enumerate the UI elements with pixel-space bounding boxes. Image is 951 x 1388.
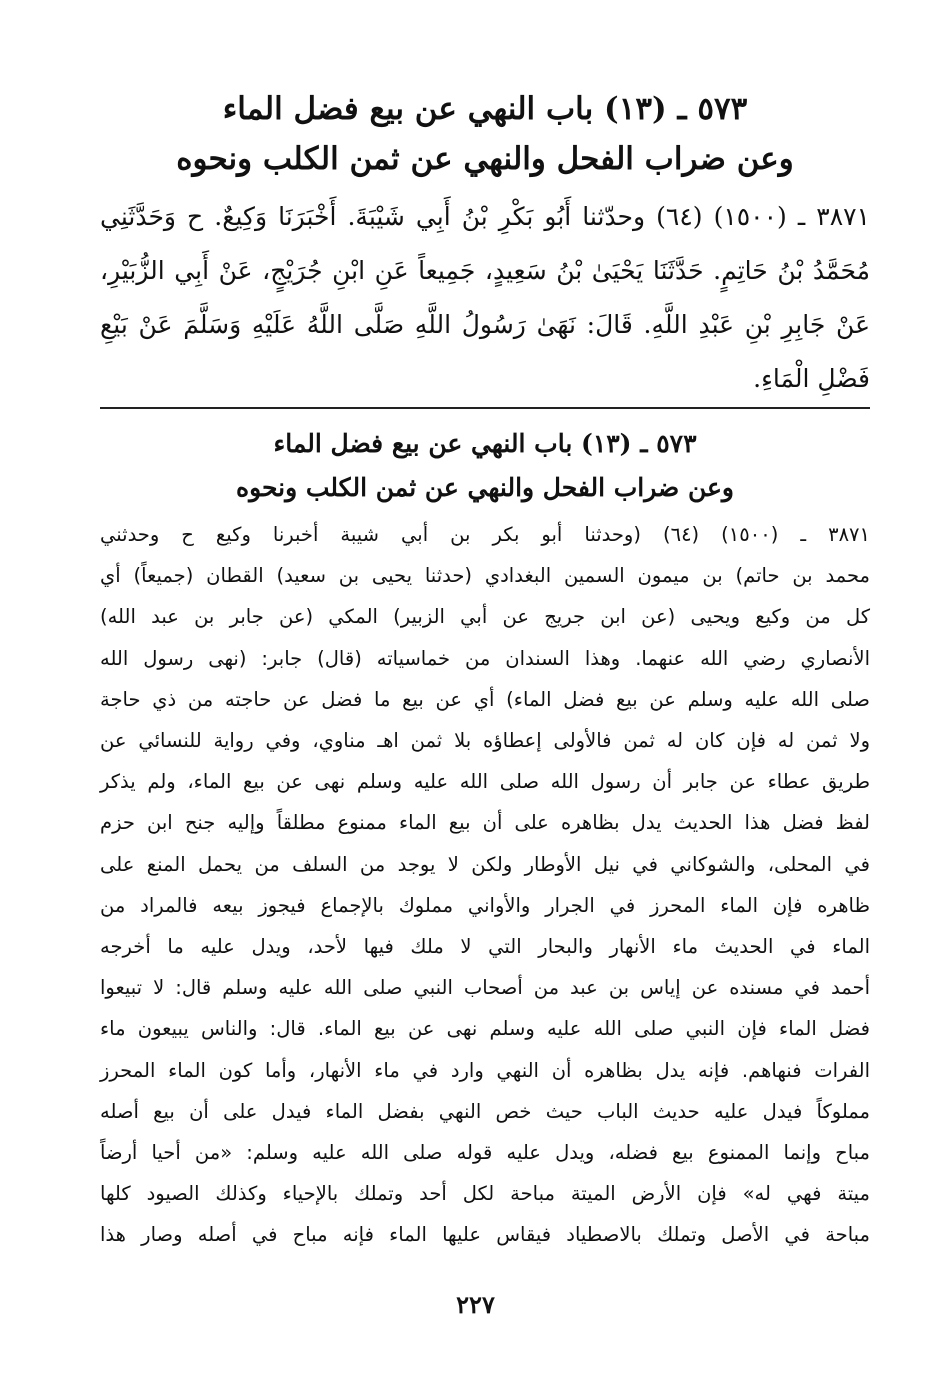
commentary-line: ٣٨٧١ ـ (١٥٠٠) (٦٤) (وحدثنا أبو بكر بن أبي شيبة أخبرنا وكيع ح وحدثني (100, 523, 870, 546)
commentary-line: ولا ثمن له فإن كان له ثمن فالأولى إعطاؤه بلا ثمن اهـ مناوي، وفي رواية للنسائي عن (100, 729, 870, 753)
commentary-line: الفرات فنهاهم. فإنه يدل بظاهره أن النهي وارد في ماء الأنهار، وأما كون الماء المحرز (100, 1058, 870, 1082)
commentary-line: أحمد في مسنده عن إياس بن عبد من أصحاب النبي صلى الله عليه وسلم قال: لا تبيعوا (100, 976, 870, 1000)
chapter-title-line-2: وعن ضراب الفحل والنهي عن ثمن الكلب ونحوه (176, 141, 794, 177)
commentary-line: مباحة في الأصل وتملك بالاصطياد فيقاس عليها الماء فإنه مباح في أصله وصار هذا (100, 1223, 870, 1247)
chapter-title-line-1: ٥٧٣ ـ (١٣) باب النهي عن بيع فضل الماء (222, 91, 748, 127)
commentary-line: طريق عطاء عن جابر أن رسول الله صلى الله عليه وسلم نهى عن بيع الماء، ولم يذكر (100, 770, 870, 794)
commentary-line: مباح وإنما الممنوع بيع فضله، ويدل عليه قوله صلى الله عليه وسلم: «من أحيا أرضاً (100, 1141, 870, 1165)
commentary-line: مملوكاً فيدل عليه حديث الباب حيث خص النهي بفضل الماء فيدل على أن بيع أصله (100, 1099, 870, 1123)
commentary-line: محمد بن حاتم) بن ميمون السمين البغدادي (حدثنا يحيى بن سعيد) القطان (جميعاً) أي (100, 564, 870, 588)
commentary-line: الماء في الحديث ماء الأنهار والبحار التي لا ملك فيها لأحد، ويدل عليه ما أخرجه (100, 935, 870, 959)
commentary-title-line-1: ٥٧٣ ـ (١٣) باب النهي عن بيع فضل الماء (273, 429, 697, 458)
commentary-line: ميتة فهي له» فإن الأرض الميتة مباحة لكل أحد وتملك بالإحياء وكذلك الصيود كلها (100, 1182, 870, 1206)
commentary-line: فضل الماء فإن النبي صلى الله عليه وسلم نهى عن بيع الماء. قال: والناس يبيعون ماء (100, 1017, 870, 1041)
commentary-line: في المحلى، والشوكاني في نيل الأوطار ولكن لا يوجد من السلف من يحمل المنع على (100, 852, 870, 876)
section-divider (100, 407, 870, 409)
commentary-line: كل من وكيع ويحيى (عن ابن جريج عن أبي الزبير) المكي (عن جابر بن عبد الله) (100, 605, 870, 629)
commentary-line: صلى الله عليه وسلم عن بيع فضل الماء) أي عن بيع ما فضل عن حاجته من ذي حاجة (100, 687, 870, 711)
commentary-line: الأنصاري رضي الله عنهما. وهذا السندان من خماسياته (قال) جابر: (نهى رسول الله (100, 646, 870, 670)
commentary-line: ظاهره فإن الماء المحرز في الجرار والأواني مملوك بالإجماع فيجوز بيعه فالمراد من (100, 893, 870, 917)
commentary-line: لفظ فضل هذا الحديث يدل بظاهره على أن بيع الماء ممنوع مطلقاً وإليه جنح ابن حزم (100, 811, 870, 835)
page-number: ٢٢٧ (456, 1290, 495, 1319)
commentary-body (100, 514, 870, 1256)
hadith-text: ٣٨٧١ ـ (١٥٠٠) (٦٤) وحدّثنا أَبُو بَكْرِ بْنُ أَبِي شَيْبَةَ. أَخْبَرَنَا وَكِيعٌ. ح وَحَدَّثَنِي مُحَمَّدُ بْنُ حَاتِمٍ. حَدَّثَنَا يَحْيَىٰ بْنُ سَعِيدٍ، جَمِيعاً عَنِ ابْنِ جُرَيْجٍ، عَنْ أَبِي الزُّبَيْرِ، عَنْ جَابِرِ بْنِ عَبْدِ اللَّهِ. قَالَ: نَهَىٰ رَسُولُ اللَّهِ صَلَّى اللَّهُ عَلَيْهِ وَسَلَّمَ عَنْ بَيْعِ فَضْلِ الْمَاءِ. (100, 202, 870, 393)
commentary-title-line-2: وعن ضراب الفحل والنهي عن ثمن الكلب ونحوه (235, 473, 735, 502)
